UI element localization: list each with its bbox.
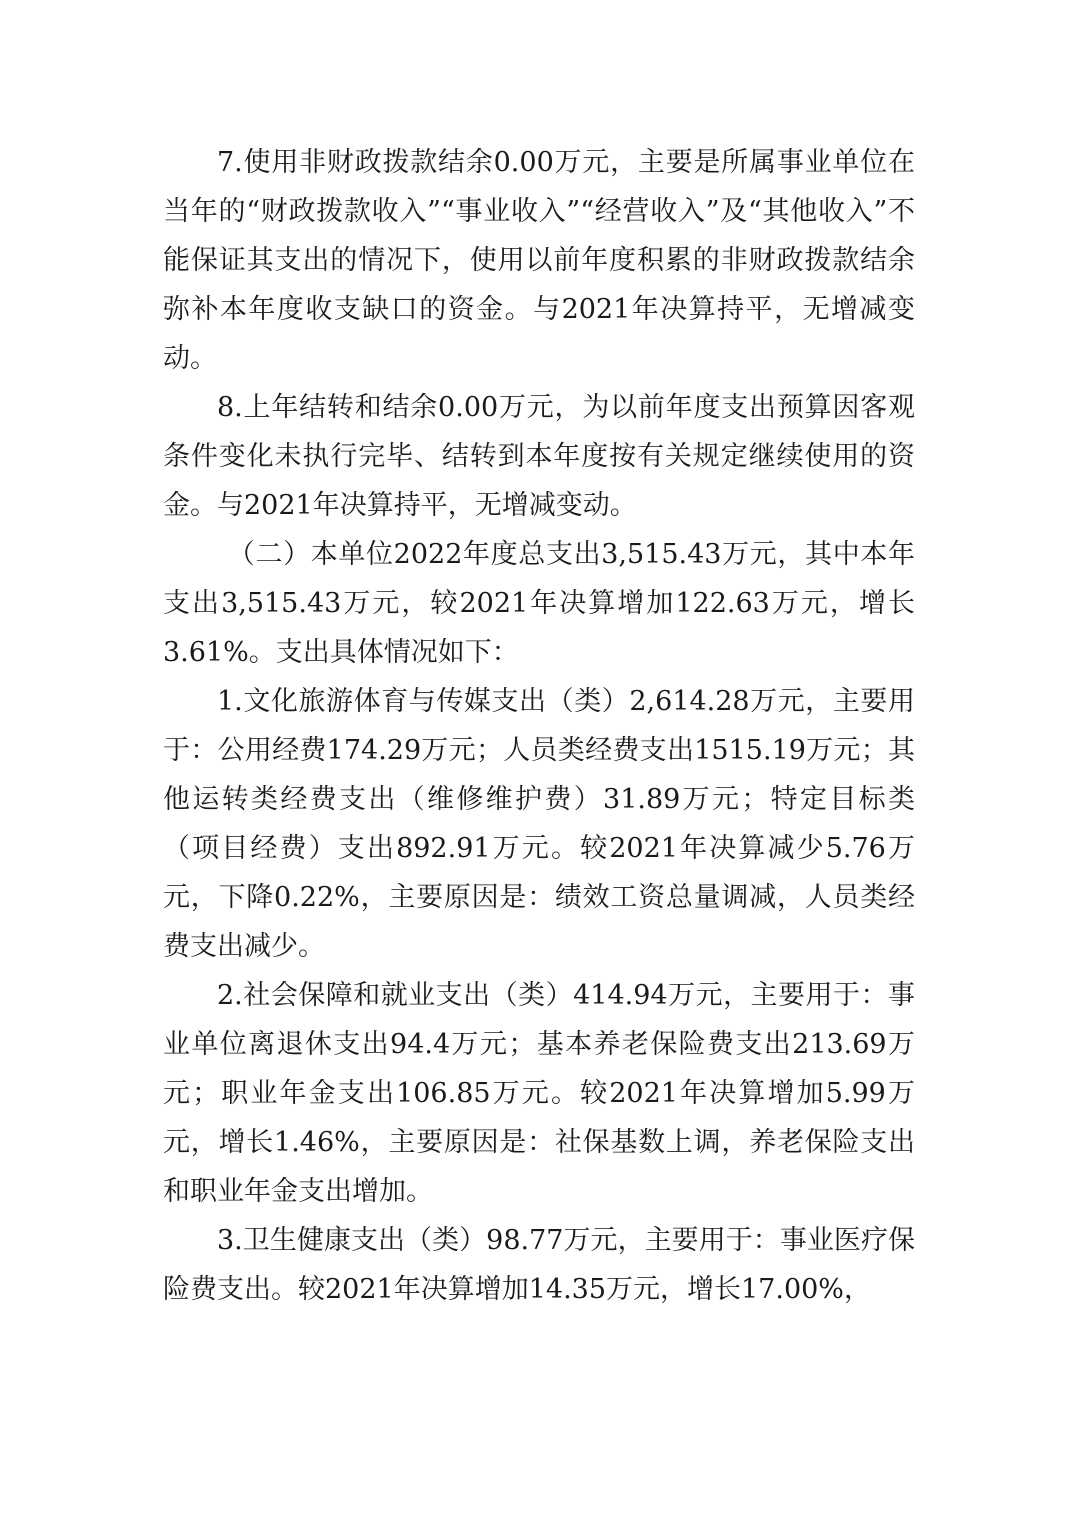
document-body <box>163 138 915 1314</box>
paragraph-item-7: 7.使用非财政拨款结余0.00万元，主要是所属事业单位在当年的“财政拨款收入”“事业收入”“经营收入”及“其他收入”不能保证其支出的情况下，使用以前年度积累的非财政拨款结余弥补本年度收支缺口的资金。与2021年决算持平，无增减变动。 <box>163 147 915 374</box>
paragraph-expenditure-3: 3.卫生健康支出（类）98.77万元，主要用于：事业医疗保险费支出。较2021年决算增加14.35万元，增长17.00%， <box>163 1225 915 1305</box>
paragraph-item-8: 8.上年结转和结余0.00万元，为以前年度支出预算因客观条件变化未执行完毕、结转到本年度按有关规定继续使用的资金。与2021年决算持平，无增减变动。 <box>163 392 915 521</box>
paragraph-section-2-total-expenditure: （二）本单位2022年度总支出3,515.43万元，其中本年支出3,515.43万元，较2021年决算增加122.63万元，增长3.61%。支出具体情况如下： <box>163 539 915 668</box>
paragraph-expenditure-1: 1.文化旅游体育与传媒支出（类）2,614.28万元，主要用于：公用经费174.29万元；人员类经费支出1515.19万元；其他运转类经费支出（维修维护费）31.89万元；特定目标类（项目经费）支出892.91万元。较2021年决算减少5.76万元，下降0.22%，主要原因是：绩效工资总量调减，人员类经费支出减少。 <box>163 686 915 962</box>
paragraph-expenditure-2: 2.社会保障和就业支出（类）414.94万元，主要用于：事业单位离退休支出94.4万元；基本养老保险费支出213.69万元；职业年金支出106.85万元。较2021年决算增加5.99万元，增长1.46%，主要原因是：社保基数上调，养老保险支出和职业年金支出增加。 <box>163 980 915 1207</box>
